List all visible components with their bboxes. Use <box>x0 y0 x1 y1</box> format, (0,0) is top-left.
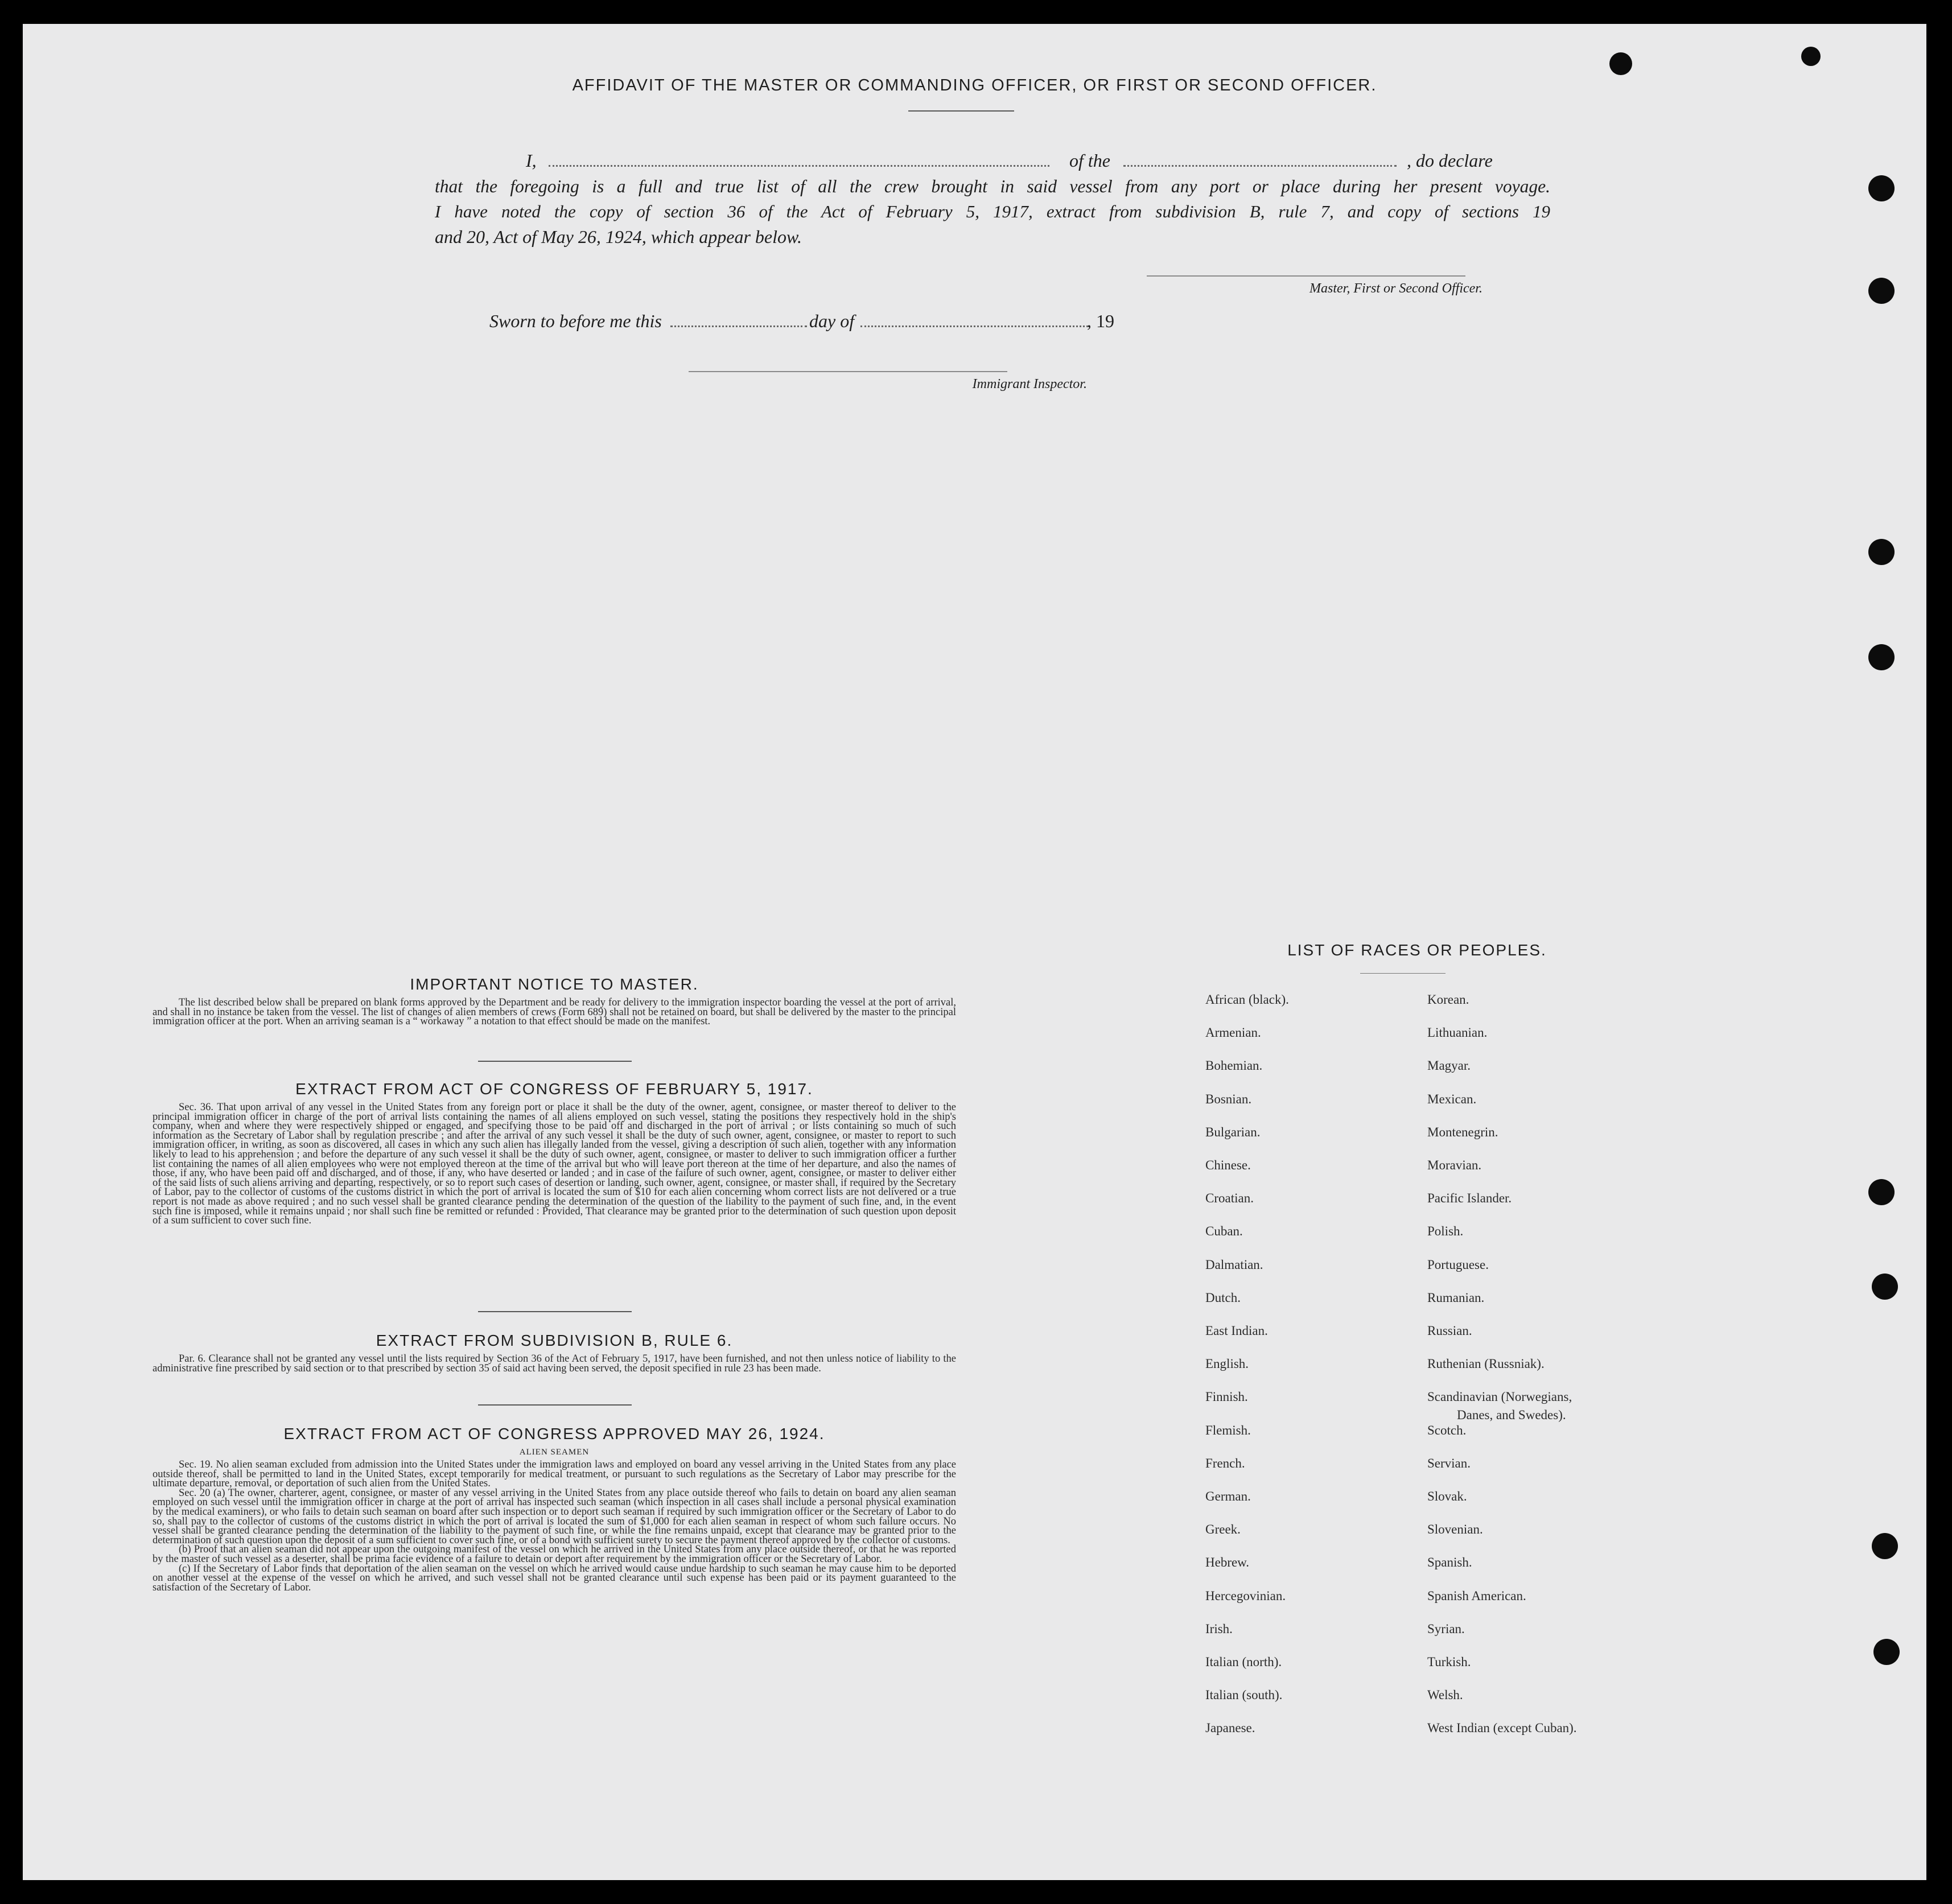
race-left-item: German. <box>1205 1489 1251 1503</box>
race-left-item: Dutch. <box>1205 1290 1241 1305</box>
alien-seamen-subtitle: ALIEN SEAMEN <box>519 1448 590 1457</box>
race-right-item: Spanish American. <box>1427 1588 1526 1603</box>
race-right-item: Slovenian. <box>1427 1522 1483 1537</box>
extract-1917-text <box>153 1103 956 1226</box>
race-left-item: African (black). <box>1205 992 1289 1007</box>
race-left-item: Italian (south). <box>1205 1688 1283 1703</box>
year-label: , 19 <box>1087 311 1114 331</box>
race-left-item: Bulgarian. <box>1205 1124 1261 1139</box>
race-left-item: Italian (north). <box>1205 1655 1282 1669</box>
extract-rule6-paragraph: Par. 6. Clearance shall not be granted any vessel until the lists required by Section 36 of the Act of February 5, 1917, have been furnished, and not then unless notice of liability to the administrative fine prescribed by said section or to that prescribed by section 35 of said act having been served, the deposit specified in rule 23 has been made. <box>153 1353 956 1374</box>
race-right-item: Welsh. <box>1427 1688 1463 1703</box>
race-left-item: Croatian. <box>1205 1191 1254 1206</box>
extract-1924-text <box>153 1460 956 1592</box>
vessel-name-field[interactable] <box>1123 165 1397 167</box>
punch-hole <box>1868 539 1895 565</box>
sec20a-paragraph: Sec. 20 (a) The owner, charterer, agent, consignee, or master of any vessel arriving in the United States from any place outside thereof who fails to detain on board any alien seaman employed on such vessel until the immigration officer in charge at the port of arrival has inspected such seaman (which inspection in all cases shall include a personal physical examination by the medical examiners), or who fails to detain such seaman on board after such inspection or to deport such seaman if required by such immigration officer or the Secretary of Labor to do so, shall pay to the collector of customs of the customs district in which the port of arrival is located the sum of $1,000 for each alien seaman in respect of whom such failure occurs. No vessel shall be granted clearance pending the determination of the liability to the payment of such fine, or while the fine remains unpaid, except that clearance may be granted prior to the determination of such question upon the deposit of a sum sufficient to cover such fine, or of a bond with sufficient surety to secure the payment thereof approved by the collector of customs. <box>153 1487 956 1546</box>
race-right-item: Rumanian. <box>1427 1290 1485 1305</box>
race-left-item: Armenian. <box>1205 1025 1261 1040</box>
day-of-label: day of <box>809 311 855 331</box>
do-declare-label: , do declare <box>1407 150 1493 171</box>
sworn-line <box>489 308 1115 333</box>
race-left-item: Flemish. <box>1205 1423 1251 1437</box>
race-left-item: Greek. <box>1205 1522 1241 1537</box>
race-left-item: Irish. <box>1205 1621 1233 1636</box>
race-left-item: Finnish. <box>1205 1390 1248 1404</box>
race-left-item: French. <box>1205 1456 1245 1470</box>
declaration-line-3: I have noted the copy of section 36 of the Act of February 5, 1917, extract from subdivision B, rule 7, and copy of sections 19 <box>435 201 1550 221</box>
punch-hole <box>1868 1179 1895 1205</box>
race-left-item: Chinese. <box>1205 1158 1251 1172</box>
punch-hole <box>1868 175 1895 201</box>
divider <box>478 1311 632 1312</box>
extract-rule6-title: EXTRACT FROM SUBDIVISION B, RULE 6. <box>376 1332 733 1349</box>
race-right-item: Syrian. <box>1427 1621 1465 1636</box>
race-right-item: Polish. <box>1427 1224 1464 1239</box>
divider <box>908 110 1014 112</box>
race-left-item: Bosnian. <box>1205 1091 1252 1106</box>
declarant-line <box>435 148 1550 173</box>
sec20b-paragraph: (b) Proof that an alien seaman did not appear upon the outgoing manifest of the vessel on which he arrived in the United States from any place outside thereof, or that he was reported by the master of such vessel as a deserter, shall be prima facie evidence of a failure to detain or deport after requirement by the immigration officer or the Secretary of Labor. <box>153 1544 956 1565</box>
sworn-label: Sworn to before me this <box>489 311 662 331</box>
race-right-item: Spanish. <box>1427 1555 1472 1570</box>
race-right-item: Turkish. <box>1427 1655 1471 1669</box>
extract-1924-title: EXTRACT FROM ACT OF CONGRESS APPROVED MAY 26, 1924. <box>283 1425 825 1443</box>
punch-hole <box>1801 47 1821 66</box>
punch-hole <box>1868 644 1895 670</box>
race-left-item: English. <box>1205 1357 1249 1371</box>
divider <box>478 1404 632 1406</box>
punch-hole <box>1872 1274 1898 1300</box>
race-right-item: Ruthenian (Russniak). <box>1427 1357 1545 1371</box>
punch-hole <box>1868 278 1895 304</box>
affidavit-title: AFFIDAVIT OF THE MASTER OR COMMANDING OFFICER, OR FIRST OR SECOND OFFICER. <box>572 76 1377 94</box>
notice-paragraph: The list described below shall be prepared on blank forms approved by the Department and be ready for delivery to the immigration inspector boarding the vessel at the port of arrival, and shall in no instance be taken from the vessel. The list of changes of alien members of crews (Form 689) shall not be retained on board, but shall be delivered by the master to the principal immigration officer at the port. When an arriving seaman is a “ workaway ” a notation to that effect should be made on the manifest. <box>153 997 956 1028</box>
declaration-line-2: that the foregoing is a full and true list of all the crew brought in said vessel from any port or place during her present voyage. <box>435 176 1550 196</box>
inspector-label: Immigrant Inspector. <box>972 377 1087 391</box>
race-right-item: Mexican. <box>1427 1091 1477 1106</box>
sec19-paragraph: Sec. 19. No alien seaman excluded from admission into the United States under the immigration laws and employed on board any vessel arriving in the United States from any place outside thereof, shall be permitted to land in the United States, except temporarily for medical treatment, or pursuant to such regulations as the Secretary of Labor may prescribe for the ultimate departure, removal, or deportation of such alien from the United States. <box>153 1459 956 1490</box>
divider <box>478 1061 632 1062</box>
extract-rule6-text <box>153 1354 956 1373</box>
inspector-signature-line[interactable] <box>689 371 1007 372</box>
race-right-item: Montenegrin. <box>1427 1124 1498 1139</box>
punch-hole <box>1872 1533 1898 1559</box>
officer-signature-label: Master, First or Second Officer. <box>1309 281 1482 296</box>
notice-text <box>153 998 956 1027</box>
race-left-item: East Indian. <box>1205 1324 1268 1338</box>
punch-hole <box>1609 52 1632 75</box>
race-right-item: Russian. <box>1427 1324 1472 1338</box>
i-label: I, <box>526 150 537 171</box>
races-title: LIST OF RACES OR PEOPLES. <box>1287 941 1547 959</box>
of-the-label: of the <box>1069 150 1110 171</box>
race-right-item: West Indian (except Cuban). <box>1427 1721 1577 1736</box>
race-right-item: Moravian. <box>1427 1158 1482 1172</box>
document-page <box>23 24 1926 1880</box>
race-right-item: Slovak. <box>1427 1489 1467 1503</box>
race-right-item: Portuguese. <box>1427 1257 1489 1272</box>
race-right-item: Servian. <box>1427 1456 1471 1470</box>
extract-1917-title: EXTRACT FROM ACT OF CONGRESS OF FEBRUARY 5, 1917. <box>295 1080 813 1098</box>
punch-hole <box>1873 1639 1900 1665</box>
declaration-line-4: and 20, Act of May 26, 1924, which appear below. <box>435 226 802 247</box>
race-right-item: Lithuanian. <box>1427 1025 1488 1040</box>
sworn-month-field[interactable] <box>860 325 1088 327</box>
officer-signature-line[interactable] <box>1147 275 1465 277</box>
race-left-item: Japanese. <box>1205 1721 1255 1736</box>
sworn-day-field[interactable] <box>670 325 807 327</box>
sec20c-paragraph: (c) If the Secretary of Labor finds that deportation of the alien seaman on the vessel on which he arrived would cause undue hardship to such seaman he may cause him to be deported on another vessel at the expense of the vessel on which he arrived, and such vessel shall not be granted clearance until such expense has been paid or its payment guaranteed to the satisfaction of the Secretary of Labor. <box>153 1563 956 1593</box>
race-right-item: Korean. <box>1427 992 1469 1007</box>
race-continuation: Danes, and Swedes). <box>1457 1408 1566 1422</box>
race-left-item: Dalmatian. <box>1205 1257 1263 1272</box>
race-right-item: Magyar. <box>1427 1058 1471 1073</box>
extract-1917-paragraph: Sec. 36. That upon arrival of any vessel in the United States from any foreign port or place it shall be the duty of the owner, agent, consignee, or master thereof to deliver to the principal immigration officer in charge of the port of arrival lists containing the names of all aliens employed on such vessel, stating the positions they respectively hold in the ship's company, when and where they were respectively shipped or engaged, and specifying those to be paid off and discharged in the port of arrival ; or lists containing so much of such information as the Secretary of Labor shall by regulation prescribe ; and after the arrival of any such vessel it shall be the duty of such owner, agent, consignee, or master to report to such immigration officer, in writing, as soon as discovered, all cases in which any such alien has illegally landed from the vessel, giving a description of such alien, together with any information likely to lead to his apprehension ; and before the departure of any such vessel it shall be the duty of such owner, agent, consignee, or master to deliver to such immigration officer a further list containing the names of all alien employees who were not employed thereon at the time of the arrival but who will leave port thereon at the time of her departure, and also the names of those, if any, who have been paid off and discharged, and of those, if any, who have deserted or landed ; and in case of the failure of such owner, agent, consignee, or master to deliver either of the said lists of such aliens arriving and departing, respectively, or so to report such cases of desertion or landing, such owner, agent, consignee, or master shall, if required by the Secretary of Labor, pay to the collector of customs of the customs district in which the port of arrival is located the sum of $10 for each alien concerning whom correct lists are not delivered or a true report is not made as above required ; and no such vessel shall be granted clearance pending the determination of the question of the liability to the payment of such fine, and, in the event such fine is imposed, while it remains unpaid ; nor shall such fine be remitted or refunded : Provided, That clearance may be granted prior to the determination of such question upon deposit of a sum sufficient to cover such fine. <box>153 1102 956 1227</box>
race-left-item: Cuban. <box>1205 1224 1243 1239</box>
race-left-item: Hercegovinian. <box>1205 1588 1286 1603</box>
divider <box>1360 973 1446 974</box>
race-right-item: Pacific Islander. <box>1427 1191 1512 1206</box>
race-left-item: Hebrew. <box>1205 1555 1250 1570</box>
race-right-item: Scotch. <box>1427 1423 1467 1437</box>
notice-title: IMPORTANT NOTICE TO MASTER. <box>410 975 699 993</box>
race-right-item: Scandinavian (Norwegians, <box>1427 1390 1572 1404</box>
declarant-name-field[interactable] <box>549 165 1049 167</box>
race-left-item: Bohemian. <box>1205 1058 1263 1073</box>
